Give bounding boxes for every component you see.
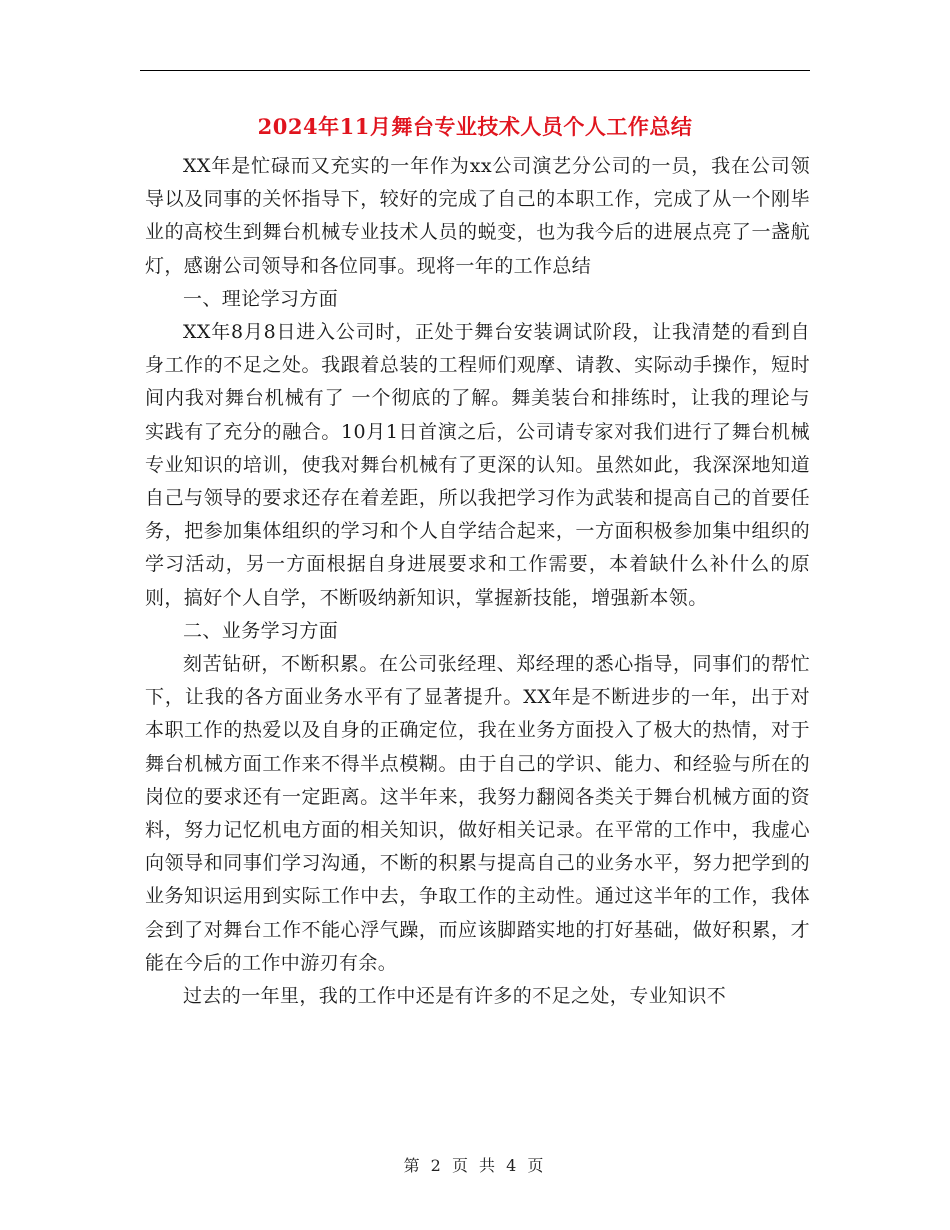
section-heading-theory: 一、理论学习方面: [183, 287, 339, 310]
section-heading-business: 二、业务学习方面: [183, 619, 339, 642]
header-rule: [140, 70, 810, 71]
document-body: [145, 150, 810, 1013]
paragraph-intro: XX年是忙碌而又充实的一年作为xx公司演艺分公司的一员，我在公司领导以及同事的关怀指导下，较好的完成了自己的本职工作，完成了从一个刚毕业的高校生到舞台机械专业技术人员的蜕变，也为我今后的进展点亮了一盏航灯，感谢公司领导和各位同事。现将一年的工作总结: [145, 155, 810, 277]
document-title: 2024年11月舞台专业技术人员个人工作总结: [257, 114, 693, 139]
paragraph-shortcomings: 过去的一年里，我的工作中还是有许多的不足之处，专业知识不: [183, 985, 727, 1008]
page-footer: 第 2 页 共 4 页: [403, 1156, 547, 1175]
paragraph-business: 刻苦钻研，不断积累。在公司张经理、郑经理的悉心指导，同事们的帮忙下，让我的各方面业务水平有了显著提升。XX年是不断进步的一年，出于对本职工作的热爱以及自身的正确定位，我在业务方面投入了极大的热情，对于舞台机械方面工作来不得半点模糊。由于自己的学识、能力、和经验与所在的岗位的要求还有一定距离。这半年来，我努力翻阅各类关于舞台机械方面的资料，努力记忆机电方面的相关知识，做好相关记录。在平常的工作中，我虚心向领导和同事们学习沟通，不断的积累与提高自己的业务水平，努力把学到的业务知识运用到实际工作中去，争取工作的主动性。通过这半年的工作，我体会到了对舞台工作不能心浮气躁，而应该脚踏实地的打好基础，做好积累，才能在今后的工作中游刃有余。: [145, 653, 810, 974]
paragraph-theory: XX年8月8日进入公司时，正处于舞台安装调试阶段，让我清楚的看到自身工作的不足之处。我跟着总装的工程师们观摩、请教、实际动手操作，短时间内我对舞台机械有了 一个彻底的了解。舞美装台和排练时，让我的理论与实践有了充分的融合。10月1日首演之后，公司请专家对我们进行了舞台机械专业知识的培训，使我对舞台机械有了更深的认知。虽然如此，我深深地知道自己与领导的要求还存在着差距，所以我把学习作为武装和提高自己的首要任务，把参加集体组织的学习和个人自学结合起来，一方面积极参加集中组织的学习活动，另一方面根据自身进展要求和工作需要，本着缺什么补什么的原则，搞好个人自学，不断吸纳新知识，掌握新技能，增强新本领。: [145, 321, 810, 609]
